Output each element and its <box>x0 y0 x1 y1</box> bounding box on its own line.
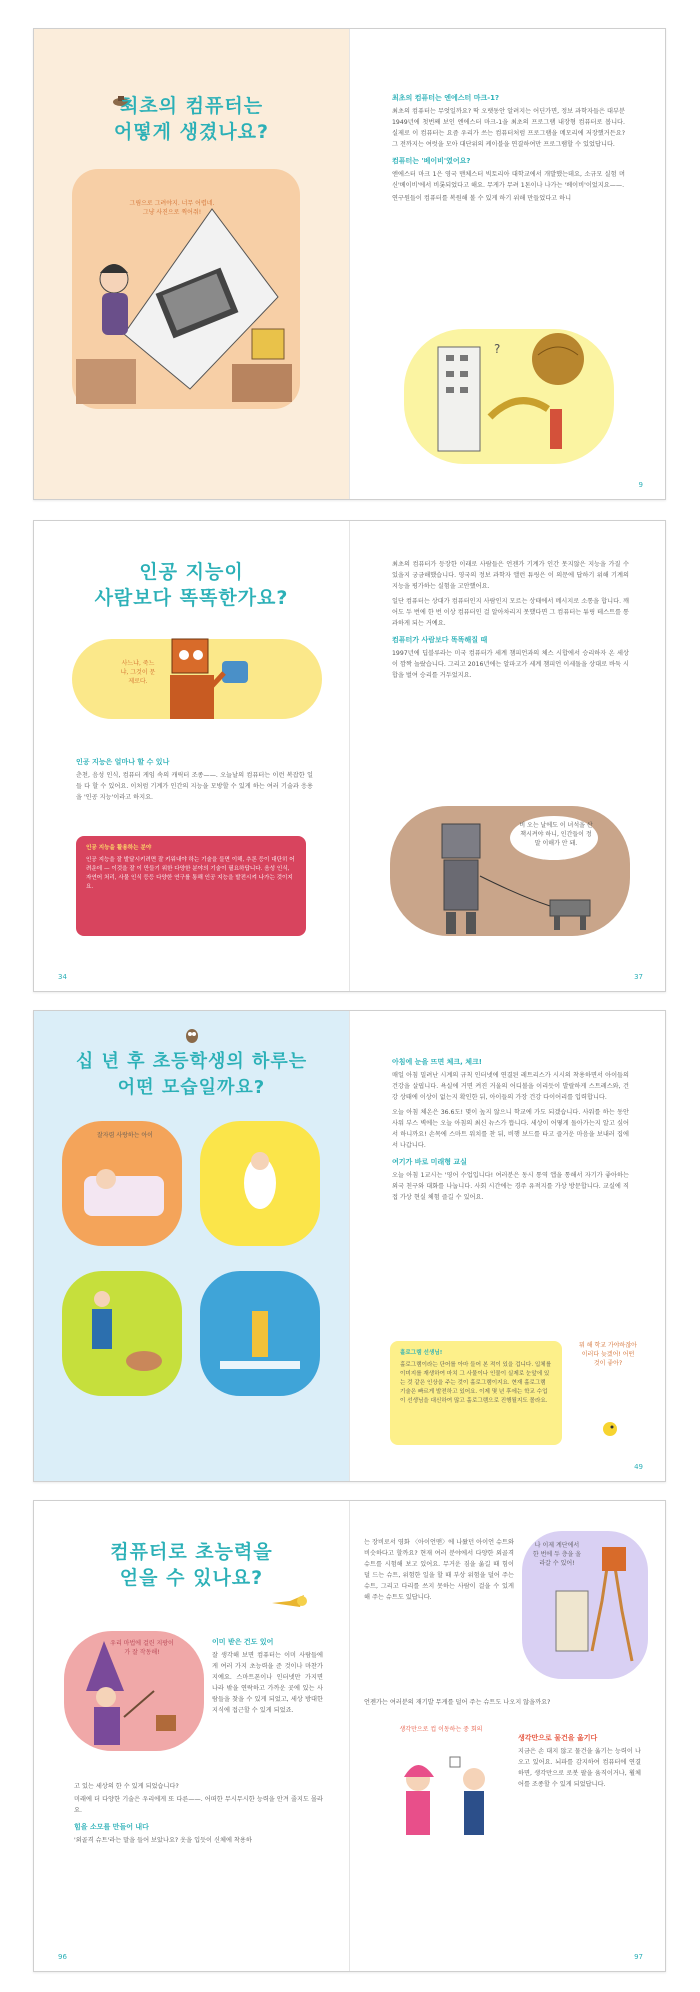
robot-walking-dog-illustration <box>390 796 630 946</box>
subheading: 최초의 컴퓨터는 엔에스터 마크-1? <box>392 94 500 102</box>
paragraph: 1997년에 딥블루라는 미국 컴퓨터가 세계 챔피언과의 체스 시합에서 승리하자 온 세상이 깜짝 놀랐습니다. 그리고 2016년에는 알파고가 세계 챔피언 이세돌을 상대로 바둑 시합을 벌여 승리를 거두었지요. <box>392 650 629 679</box>
title-line-2: 어떤 모습일까요? <box>117 1077 266 1098</box>
paragraph: 최초의 컴퓨터가 등장한 이래로 사람들은 언젠가 기계가 인간 못지않은 지능을 가질 수 있을지 궁금해했습니다. 영국의 정보 과학자 앨런 튜링은 이 의문에 답하기 위해 기계의 지능을 평가하는 실험을 고안했어요. <box>392 561 629 590</box>
computer-horn-illustration <box>398 319 618 469</box>
speech-bubble: 사느냐, 죽느냐, 그것이 문제로다. <box>120 660 156 685</box>
info-box-title: 인공 지능을 활용하는 분야 <box>86 845 152 851</box>
paragraph: 는 장비로서 영화 〈아이언맨〉에 나왔던 아이언 슈트와 비슷하다고 할까요? 현재 여러 분야에서 다양한 외골격 슈트를 시험해 보고 있어요. 무거운 짐을 옮길 때 힘이 덜 드는 슈트, 위험한 일을 할 때 부상 위험을 덜어 주는 슈트, 그리고 다리를 쓰지 못하는 사람이 걸을 수 있게 해 주는 슈트도 있답니다. <box>364 1539 514 1601</box>
paragraph: 엔에스터 마크 1은 영국 맨체스터 빅토리아 대학교에서 개발했는데요, 소규모 실험 머신'베이비'에서 비롯되었다고 해요. 무게가 무려 1톤이나 나가는 '베이비'이었지요——. <box>392 171 625 189</box>
subheading: 생각만으로 물건을 옮기다 <box>518 1734 598 1742</box>
page-title <box>34 559 349 611</box>
subheading: 여기가 바로 미래형 교실 <box>392 1158 467 1166</box>
subheading: 아침에 눈을 뜨면 체크, 체크! <box>392 1058 482 1066</box>
telekinesis-illustration <box>380 1739 508 1865</box>
speech-bubble: 잘자렴 사랑하는 아이 <box>97 1132 153 1139</box>
title-line-1: 십 년 후 초등학생의 하루는 <box>75 1051 308 1072</box>
spread-4 <box>33 1500 666 1972</box>
spread-1 <box>33 28 666 500</box>
page-title <box>34 1049 349 1101</box>
paragraph: 언젠가는 여러분의 재기발 무게를 덜어 주는 슈트도 나오지 않을까요? <box>364 1699 551 1706</box>
side-note: 뭐 해 학교 가야하잖아 이러다 늦겠어! 어떤 것이 좋아? <box>579 1342 637 1367</box>
title-line-1: 컴퓨터로 초능력을 <box>110 1541 273 1563</box>
subheading: 컴퓨터가 사람보다 똑똑해질 때 <box>392 636 488 644</box>
speech-bubble: 나 이제 계단에서 한 번에 두 층을 올라갈 수 있어! <box>532 1542 582 1567</box>
page-left <box>34 29 349 499</box>
page-title <box>34 93 349 145</box>
owl-icon <box>184 1027 200 1043</box>
paragraph: 오늘 아침 체온은 36.6도! 몇이 높지 않으니 학교에 가도 되겠습니다. 사워를 하는 동안 사워 부스 벽에는 오늘 아침의 최신 뉴스가 뜹니다. 세상이 어떻게 돌아가는지 알고 싶어서 하니까요! 손목에 스마트 워치를 찬 뒤, 비행 보드를 타고 즐거운 마음을 보내러 집에서 나갑니다. <box>392 1109 629 1149</box>
spread-3 <box>33 1010 666 1482</box>
page-title <box>34 1539 349 1591</box>
page-number: 96 <box>58 1953 67 1961</box>
speech-bubble: 비 오는 날에도 이 녀석을 산책시켜야 하니, 인간들이 정말 이해가 안 돼. <box>519 822 593 847</box>
subheading: 컴퓨터는 '베이비'였어요? <box>392 157 471 165</box>
bird-icon <box>600 1419 620 1437</box>
title-line-2: 사람보다 똑똑한가요? <box>94 587 289 609</box>
info-box <box>76 836 306 936</box>
spread-2 <box>33 520 666 992</box>
paragraph: 춘천, 음성 인식, 컴퓨터 게임 속의 캐릭터 조종——. 오늘날의 컴퓨터는 이런 복잡한 일들 다 할 수 있어요. 이처럼 기계가 인간의 지능을 모방할 수 있게 하는 여러 기술과 응용을 '인공 지능'이라고 하지요. <box>76 772 313 801</box>
speech-bubble: 우리 마법에 걸린 지팡이가 잘 작동해! <box>110 1640 174 1656</box>
paragraph: 일단 컴퓨터는 상대가 컴퓨터인지 사람인지 모르는 상태에서 메시지로 소통을 합니다. 깨어도 두 번에 한 번 이상 컴퓨터인 걸 알아차리지 못했다면 그 컴퓨터는 튜링 테스트를 통과하게 되는 거예요. <box>392 598 629 627</box>
speech-bubble: 그림으로 그려야지. 너무 어렵네. 그냥 사진으로 찍어줘! <box>129 200 215 216</box>
paragraph: 지금은 손 대지 않고 물건을 옮기는 능력이 나오고 있어요. 뇌파를 감지하여 컴퓨터에 연결하면, 생각만으로 로봇 팔을 움직이거나, 휠체어를 조종할 수 있게 되었답니다. <box>518 1748 641 1788</box>
page-number: 34 <box>58 973 67 981</box>
subheading: 힘을 소모를 만들어 내다 <box>74 1823 149 1831</box>
paragraph: 연구원들이 컴퓨터를 복원해 볼 수 있게 하기 위해 만들었다고 하니 <box>392 195 572 202</box>
info-box-text: 홀로그램이라는 단어를 아마 들어 본 적이 있을 겁니다. 입체를 이미지를 재생하여 마치 그 사물이나 인물이 실제로 눈앞에 있는 것 같은 인상을 주는 것이 홀로그램이지요. 현재 홀로그램 기술은 빠르게 발전하고 있어요. 이제 몇 년 후에는 학교 수업이 선생님을 대신하여 많고 홀로그램으로 진행될지도 몰라요. <box>400 1362 552 1404</box>
page-right <box>350 1501 665 1971</box>
paragraph: 미래에 더 다양한 기술은 우리에게 또 다른——. 어떠한 무시무시한 능력을 안겨 줄지도 몰라요. <box>74 1796 323 1814</box>
title-line-2: 어떻게 생겼나요? <box>113 121 270 143</box>
title-line-1: 최초의 컴퓨터는 <box>119 95 264 117</box>
title-line-2: 얻을 수 있나요? <box>119 1567 264 1589</box>
page-left <box>34 1501 349 1971</box>
svg-text:?: ? <box>494 342 501 356</box>
subheading: 인공 지능은 얼마나 할 수 있나 <box>76 758 170 766</box>
subheading: 이미 받은 건도 있어 <box>212 1638 274 1646</box>
page-number: 37 <box>634 973 643 981</box>
robot-illustration <box>72 631 322 726</box>
title-line-1: 인공 지능이 <box>139 561 244 583</box>
paragraph: 매일 아침 밀려난 시계의 규칙 인터넷에 연결된 레트리스가 시시의 착용하면서 아이들의 건강을 살핍니다. 욕실에 거면 켜진 거울의 어디볼을 이리듯이 발랄하게 스트레스와, 건강 상태에 이상이 없는지 확인한 뒤, 아이들의 가장 건강 다이어리를 입력합니다. <box>392 1072 629 1101</box>
paragraph: 잘 생각해 보면 컴퓨터는 이미 사람들에게 여러 가지 초능력을 준 것이나 마찬가지예요. 스마트폰이나 인터넷만 가지면 나라 밖을 연락하고 가까운 곳에 있는 사람들을 찾을 수 있게 되었고, 세상 방대한 지식에 접근할 수 있게 되었죠. <box>212 1652 323 1714</box>
info-box-text: 인공 지능을 잘 발달시키려면 잘 키워내야 하는 기술을 들면 이해, 추론 등이 대단히 어려운데 — 이것을 잘 이 만들기 위한 다양한 분야의 기술이 필요하답니다. 음성 인식, 자연어 처리, 사물 인식 등등 다양한 연구를 통해 인공 지능을 발전시켜 나가는 것이지요. <box>86 857 295 890</box>
speech-bubble: 생각만으로 컵 이동하는 중 회의 <box>399 1726 483 1733</box>
page-number: 9 <box>638 481 643 489</box>
info-box-title: 홀로그램 선생님! <box>400 1350 443 1356</box>
page-left <box>34 521 349 991</box>
info-box <box>390 1341 562 1445</box>
paragraph: '외골격 슈트'라는 말을 들어 보았나요? 옷을 입듯이 신체에 착용하 <box>74 1837 252 1844</box>
page-left <box>34 1011 349 1481</box>
rocket-cat-icon <box>270 1589 310 1613</box>
page-number: 97 <box>634 1953 643 1961</box>
page-right <box>350 521 665 991</box>
paragraph: 오늘 아침 1교시는 '영어 수업입니다! 여러분은 동시 통역 앱을 통해서 자기가 좋아하는 외국 친구와 대화를 나눕니다. 사회 시간에는 경주 유적지를 가상 방문합니다. 교실에 직접 가상 현실 체험 즐길 수 있어요. <box>392 1172 629 1201</box>
page-right <box>350 1011 665 1481</box>
morning-routine-illustration <box>62 1121 322 1421</box>
paragraph: 최초의 컴퓨터는 무엇일까요? 딱 오랫동안 알려지는 어딘가면, 정보 과학자들은 대부분 1949년에 첫번째 보인 엔에스터 마크-1을 최초의 프로그램 내장형 컴퓨터로 봅니다. 실제로 이 컴퓨터는 요즘 우리가 쓰는 컴퓨터처럼 프로그램을 메모리에 저장했거든요? 그 전까지는 여럿을 모아 대단위의 케이블을 연결하여만 프로그램할 수 있었답니다. <box>392 108 625 148</box>
page-right <box>350 29 665 499</box>
page-number: 49 <box>634 1463 643 1471</box>
paragraph: 고 있는 세상의 한 수 있게 되었습니다? <box>74 1783 179 1790</box>
